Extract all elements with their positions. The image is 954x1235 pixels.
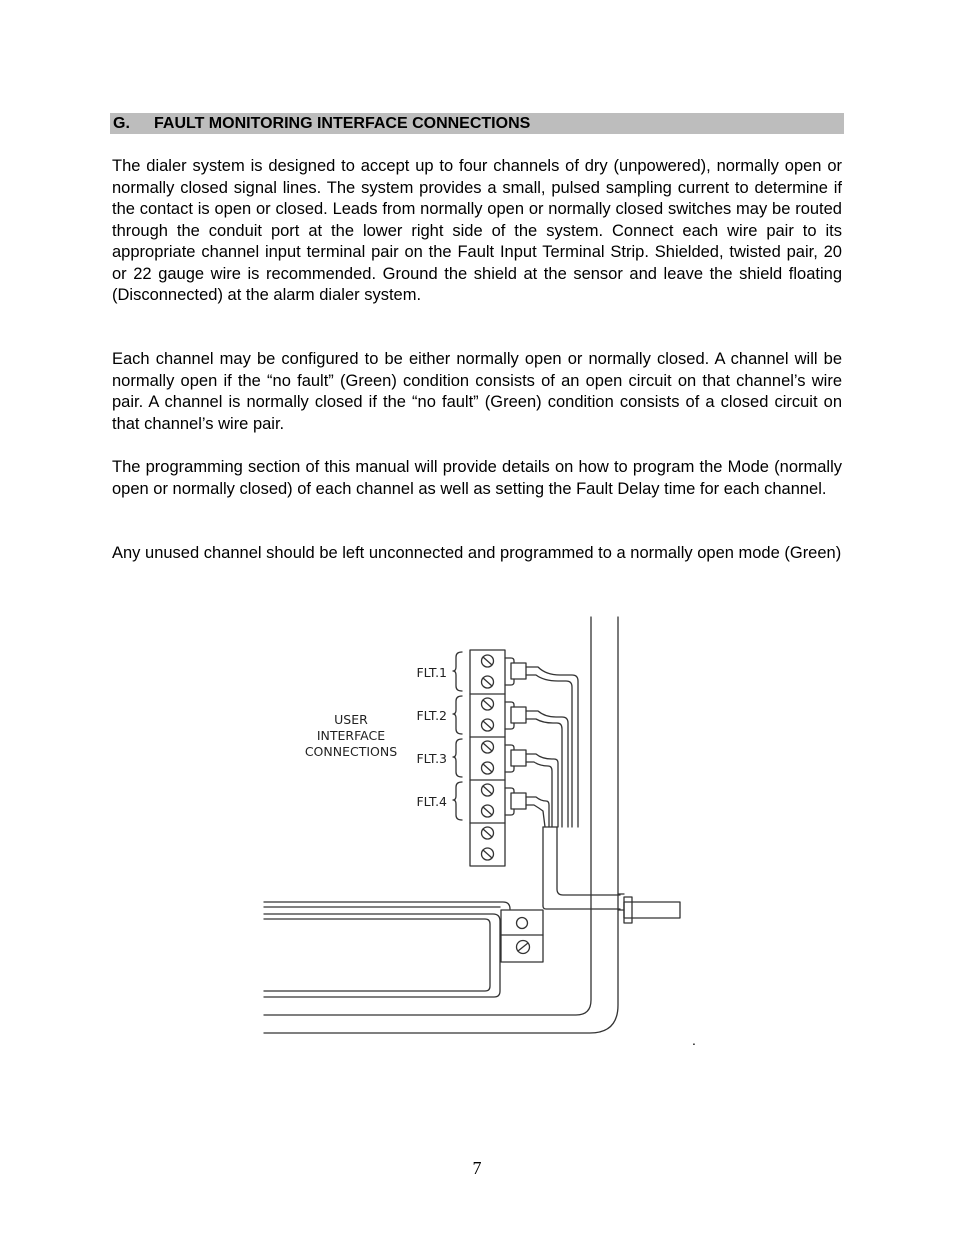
wire-pair-flt4 — [505, 788, 549, 827]
label-flt2: FLT.2 — [416, 708, 447, 723]
wiring-diagram — [250, 605, 700, 1055]
brace-flt3 — [453, 739, 462, 777]
terminal-screws — [482, 655, 494, 860]
paragraph-channel-configuration: Each channel may be configured to be either normally open or normally closed. A channel will be normally open if the “no fault” (Green) condition consists of an open circuit on that channel’s wire pair. A channel is normally closed if the “no fault” (Green) condition consists of a closed circuit on that channel’s wire pair. — [112, 350, 842, 433]
caption-line-3: CONNECTIONS — [304, 744, 398, 759]
conduit-port — [618, 894, 624, 910]
section-title: FAULT MONITORING INTERFACE CONNECTIONS — [154, 115, 531, 132]
paragraph-unused-channels: Any unused channel should be left unconnected and programmed to a normally open mode (Green) — [112, 544, 842, 562]
paragraph-dry-signal-lines: The dialer system is designed to accept up to four channels of dry (unpowered), normally open or normally closed signal lines. The system provides a small, pulsed sampling current to determine if the contact is open or closed. Leads from normally open or normally closed switches may be routed through the conduit port at the lower right side of the system. Connect each wire pair to its appropriate channel input terminal pair on the Fault Input Terminal Strip. Shielded, twisted pair, 20 or 22 gauge wire is recommended. Ground the shield at the sensor and leave the shield floating (Disconnected) at the alarm dialer system. — [112, 157, 842, 304]
brace-flt4 — [453, 782, 462, 820]
brace-flt2 — [453, 696, 462, 734]
brace-flt1 — [453, 652, 462, 691]
label-flt4: FLT.4 — [416, 794, 447, 809]
section-heading — [110, 113, 844, 134]
chassis-rail-top — [264, 902, 510, 909]
paragraph-programming-note: The programming section of this manual will provide details on how to program the Mode (normally open or normally closed) of each channel as well as setting the Fault Delay time for each channel. — [112, 458, 842, 498]
section-number: G. — [113, 115, 130, 132]
caption-line-1: USER — [334, 712, 368, 727]
page-number: 7 — [472, 1158, 482, 1178]
stray-mark: . — [692, 1032, 696, 1048]
label-flt3: FLT.3 — [416, 751, 447, 766]
wire-pair-flt1 — [505, 658, 578, 827]
label-flt1: FLT.1 — [416, 665, 447, 680]
caption-line-2: INTERFACE — [316, 728, 386, 743]
